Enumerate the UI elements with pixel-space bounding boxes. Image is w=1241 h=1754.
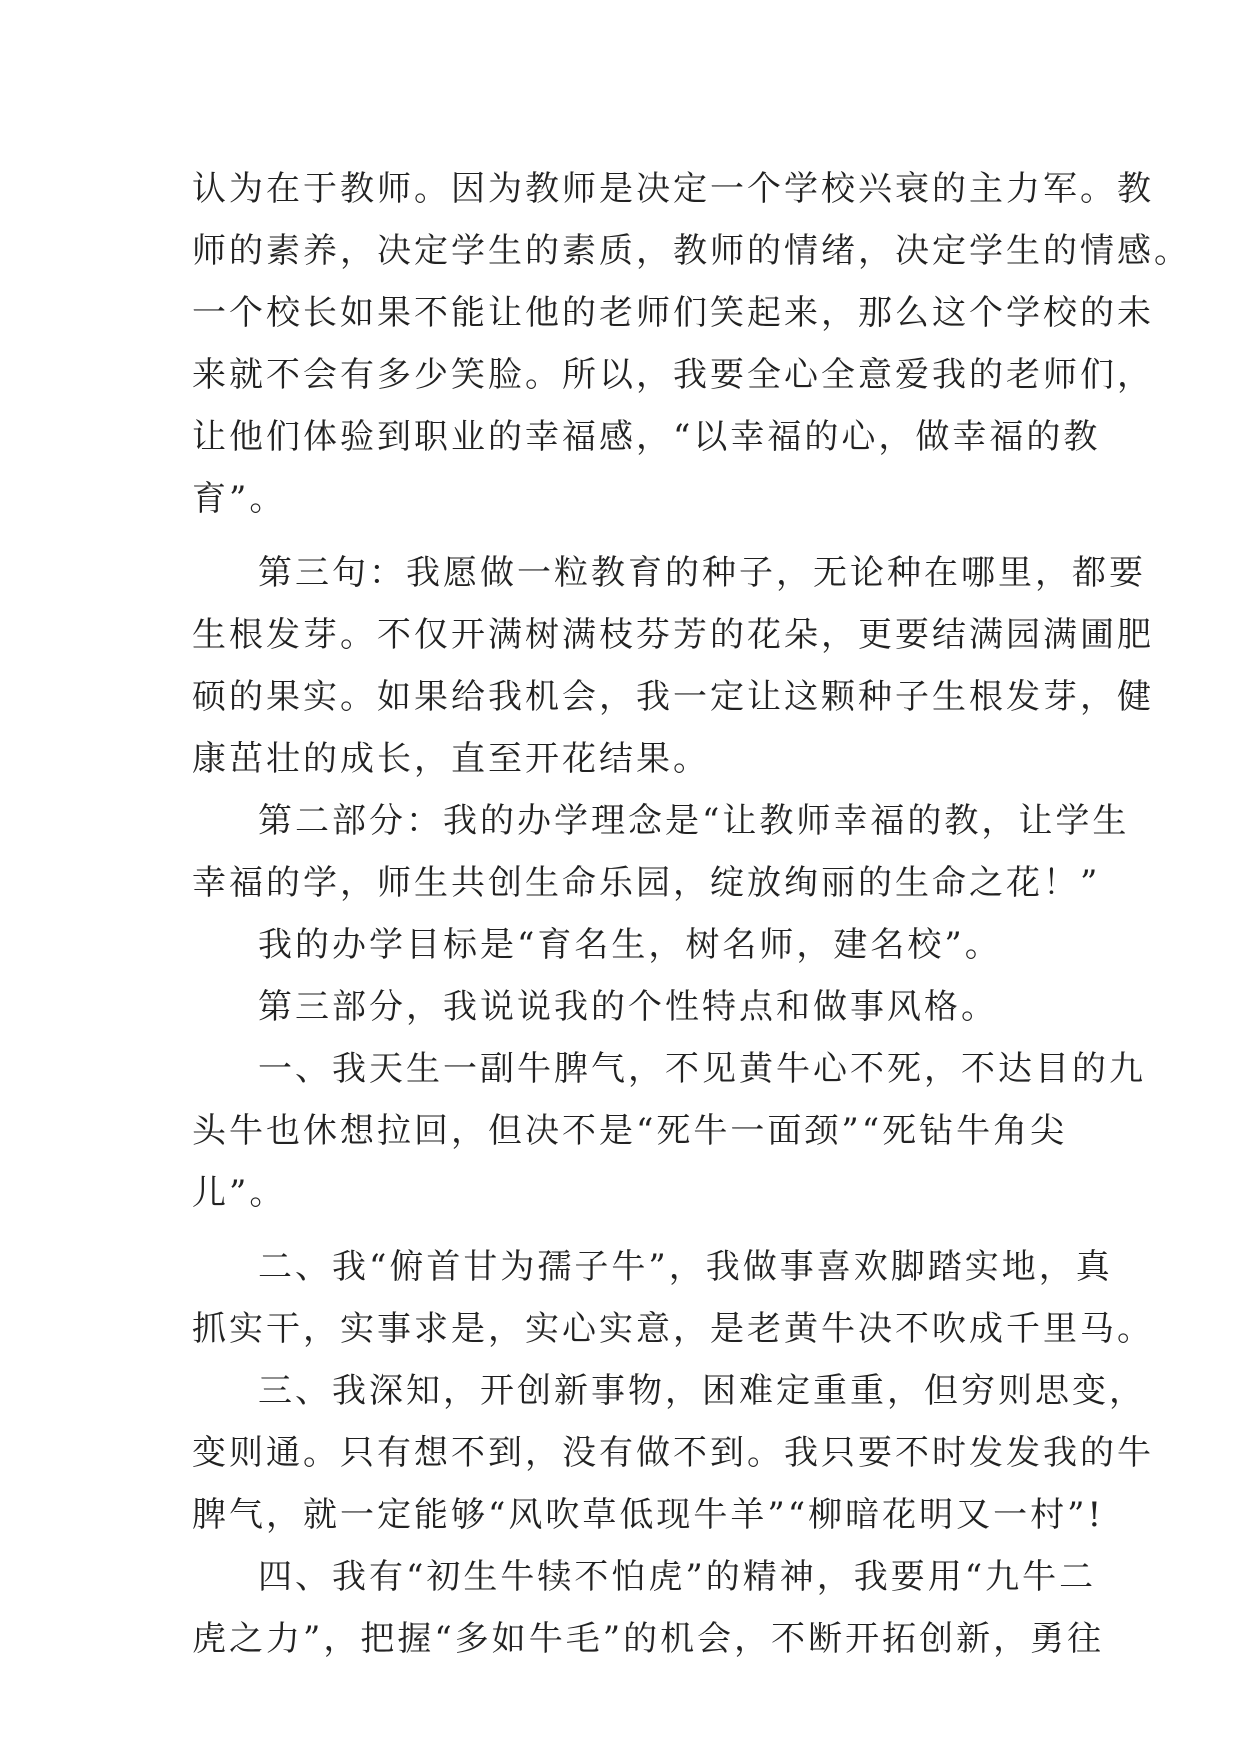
text-line: 育”。 xyxy=(192,479,287,519)
paragraph-first-line: 第二部分：我的办学理念是“让教师幸福的教，让学生 xyxy=(258,801,1130,841)
paragraph-first-line: 三、我深知，开创新事物，困难定重重，但穷则思变， xyxy=(258,1371,1146,1411)
text-line: 生根发芽。不仅开满树满枝芬芳的花朵，更要结满园满圃肥 xyxy=(192,615,1154,655)
text-line: 硕的果实。如果给我机会，我一定让这颗种子生根发芽，健 xyxy=(192,677,1154,717)
paragraph-first-line: 一、我天生一副牛脾气，不见黄牛心不死，不达目的九 xyxy=(258,1049,1146,1089)
paragraph-first-line: 第三句：我愿做一粒教育的种子，无论种在哪里，都要 xyxy=(258,553,1146,593)
text-line: 康茁壮的成长，直至开花结果。 xyxy=(192,739,710,779)
text-line: 儿”。 xyxy=(192,1173,287,1213)
text-line: 一个校长如果不能让他的老师们笑起来，那么这个学校的未 xyxy=(192,293,1154,333)
paragraph-first-line: 第三部分，我说说我的个性特点和做事风格。 xyxy=(258,987,998,1027)
text-line: 来就不会有多少笑脸。所以，我要全心全意爱我的老师们， xyxy=(192,355,1154,395)
text-line: 抓实干，实事求是，实心实意，是老黄牛决不吹成千里马。 xyxy=(192,1309,1154,1349)
text-line: 变则通。只有想不到，没有做不到。我只要不时发发我的牛 xyxy=(192,1433,1154,1473)
text-line: 师的素养，决定学生的素质，教师的情绪，决定学生的情感。 xyxy=(192,231,1191,271)
paragraph-first-line: 我的办学目标是“育名生，树名师，建名校”。 xyxy=(258,925,1002,965)
paragraph-first-line: 四、我有“初生牛犊不怕虎”的精神，我要用“九牛二 xyxy=(258,1557,1097,1597)
text-line: 头牛也休想拉回，但决不是“死牛一面颈”“死钻牛角尖 xyxy=(192,1111,1068,1151)
text-line: 让他们体验到职业的幸福感，“以幸福的心，做幸福的教 xyxy=(192,417,1101,457)
text-line: 认为在于教师。因为教师是决定一个学校兴衰的主力军。教 xyxy=(192,169,1154,209)
text-line: 虎之力”，把握“多如牛毛”的机会，不断开拓创新，勇往 xyxy=(192,1619,1105,1659)
paragraph-first-line: 二、我“俯首甘为孺子牛”，我做事喜欢脚踏实地，真 xyxy=(258,1247,1113,1287)
text-line: 幸福的学，师生共创生命乐园，绽放绚丽的生命之花！” xyxy=(192,863,1101,903)
document-body xyxy=(192,158,1191,1670)
text-line: 脾气，就一定能够“风吹草低现牛羊”“柳暗花明又一村”! xyxy=(192,1495,1105,1535)
